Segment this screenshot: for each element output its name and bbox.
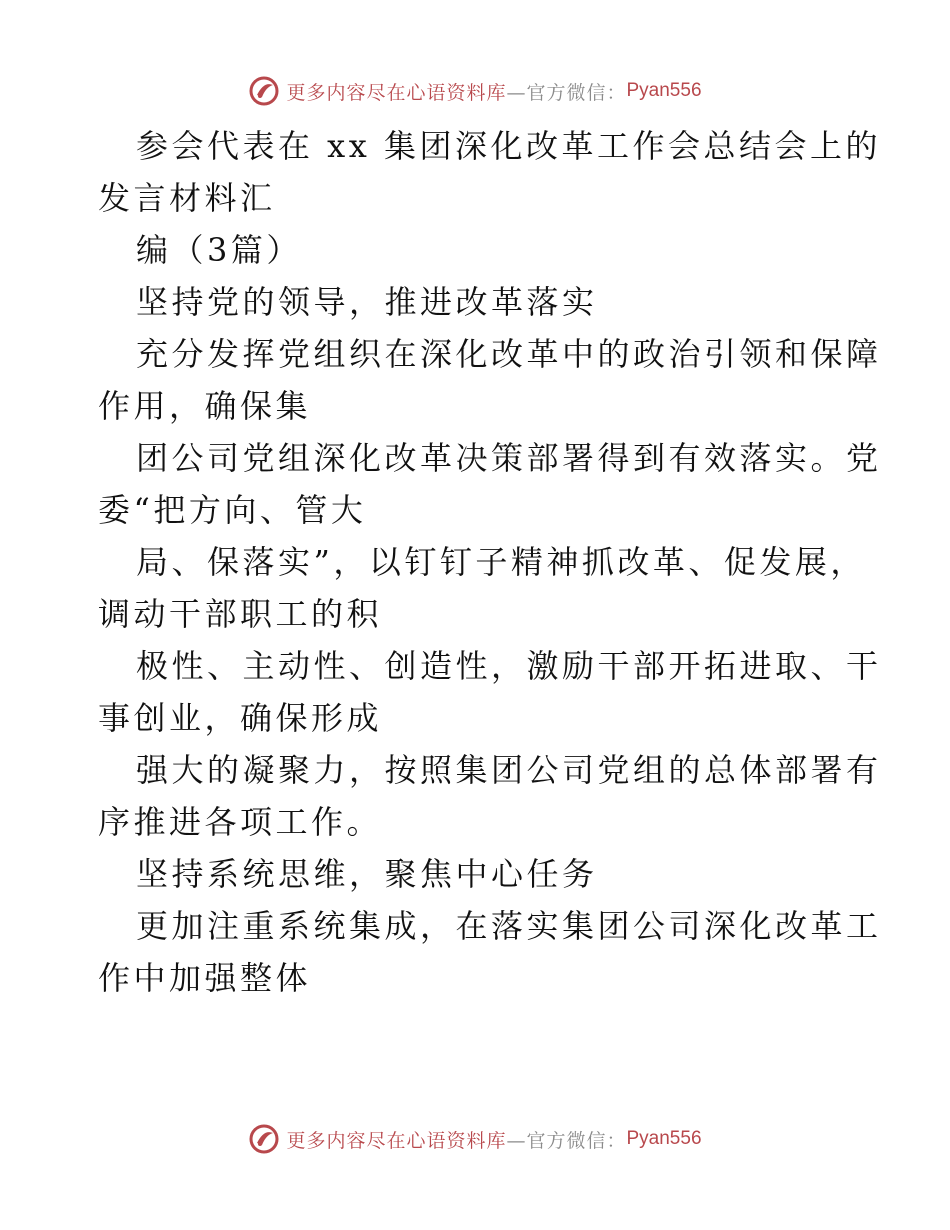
text-line: 强大的凝聚力，按照集团公司党组的总体部署有 <box>136 751 882 789</box>
text-line: 局、保落实”，以钉钉子精神抓改革、促发展， <box>136 543 866 581</box>
text-line: 调动干部职工的积 <box>98 595 383 633</box>
header-watermark-banner <box>0 74 950 108</box>
logo-icon <box>248 75 280 107</box>
text-line: 序推进各项工作。 <box>98 803 383 841</box>
text-line: 极性、主动性、创造性，激励干部开拓进取、干 <box>136 647 882 685</box>
text-line: 作中加强整体 <box>98 959 312 997</box>
banner-dash-text: —官方微信： <box>506 1129 627 1152</box>
text-line: 参会代表在 xx 集团深化改革工作会总结会上的 <box>136 127 881 165</box>
text-line: 团公司党组深化改革决策部署得到有效落实。党 <box>136 439 882 477</box>
text-line: 发言材料汇 <box>98 179 276 217</box>
text-line: 作用，确保集 <box>98 387 312 425</box>
section-heading: 坚持党的领导，推进改革落实 <box>136 283 598 321</box>
text-line: 编（3篇） <box>136 231 302 269</box>
footer-watermark-banner <box>0 1122 950 1156</box>
banner-red-text: 更多内容尽在心语资料库 <box>286 1129 507 1152</box>
text-line: 委“把方向、管大 <box>98 491 367 529</box>
text-line: 事创业，确保形成 <box>98 699 383 737</box>
banner-red-text: 更多内容尽在心语资料库 <box>286 81 507 104</box>
banner-dash-text: —官方微信： <box>506 81 627 104</box>
logo-icon <box>248 1123 280 1155</box>
text-line: 充分发挥党组织在深化改革中的政治引领和保障 <box>136 335 882 373</box>
banner-id-text: Pyan556 <box>626 80 702 101</box>
section-heading: 坚持系统思维，聚焦中心任务 <box>136 855 598 893</box>
document-body <box>98 120 882 1004</box>
text-line: 更加注重系统集成，在落实集团公司深化改革工 <box>136 907 882 945</box>
banner-id-text: Pyan556 <box>626 1128 702 1149</box>
